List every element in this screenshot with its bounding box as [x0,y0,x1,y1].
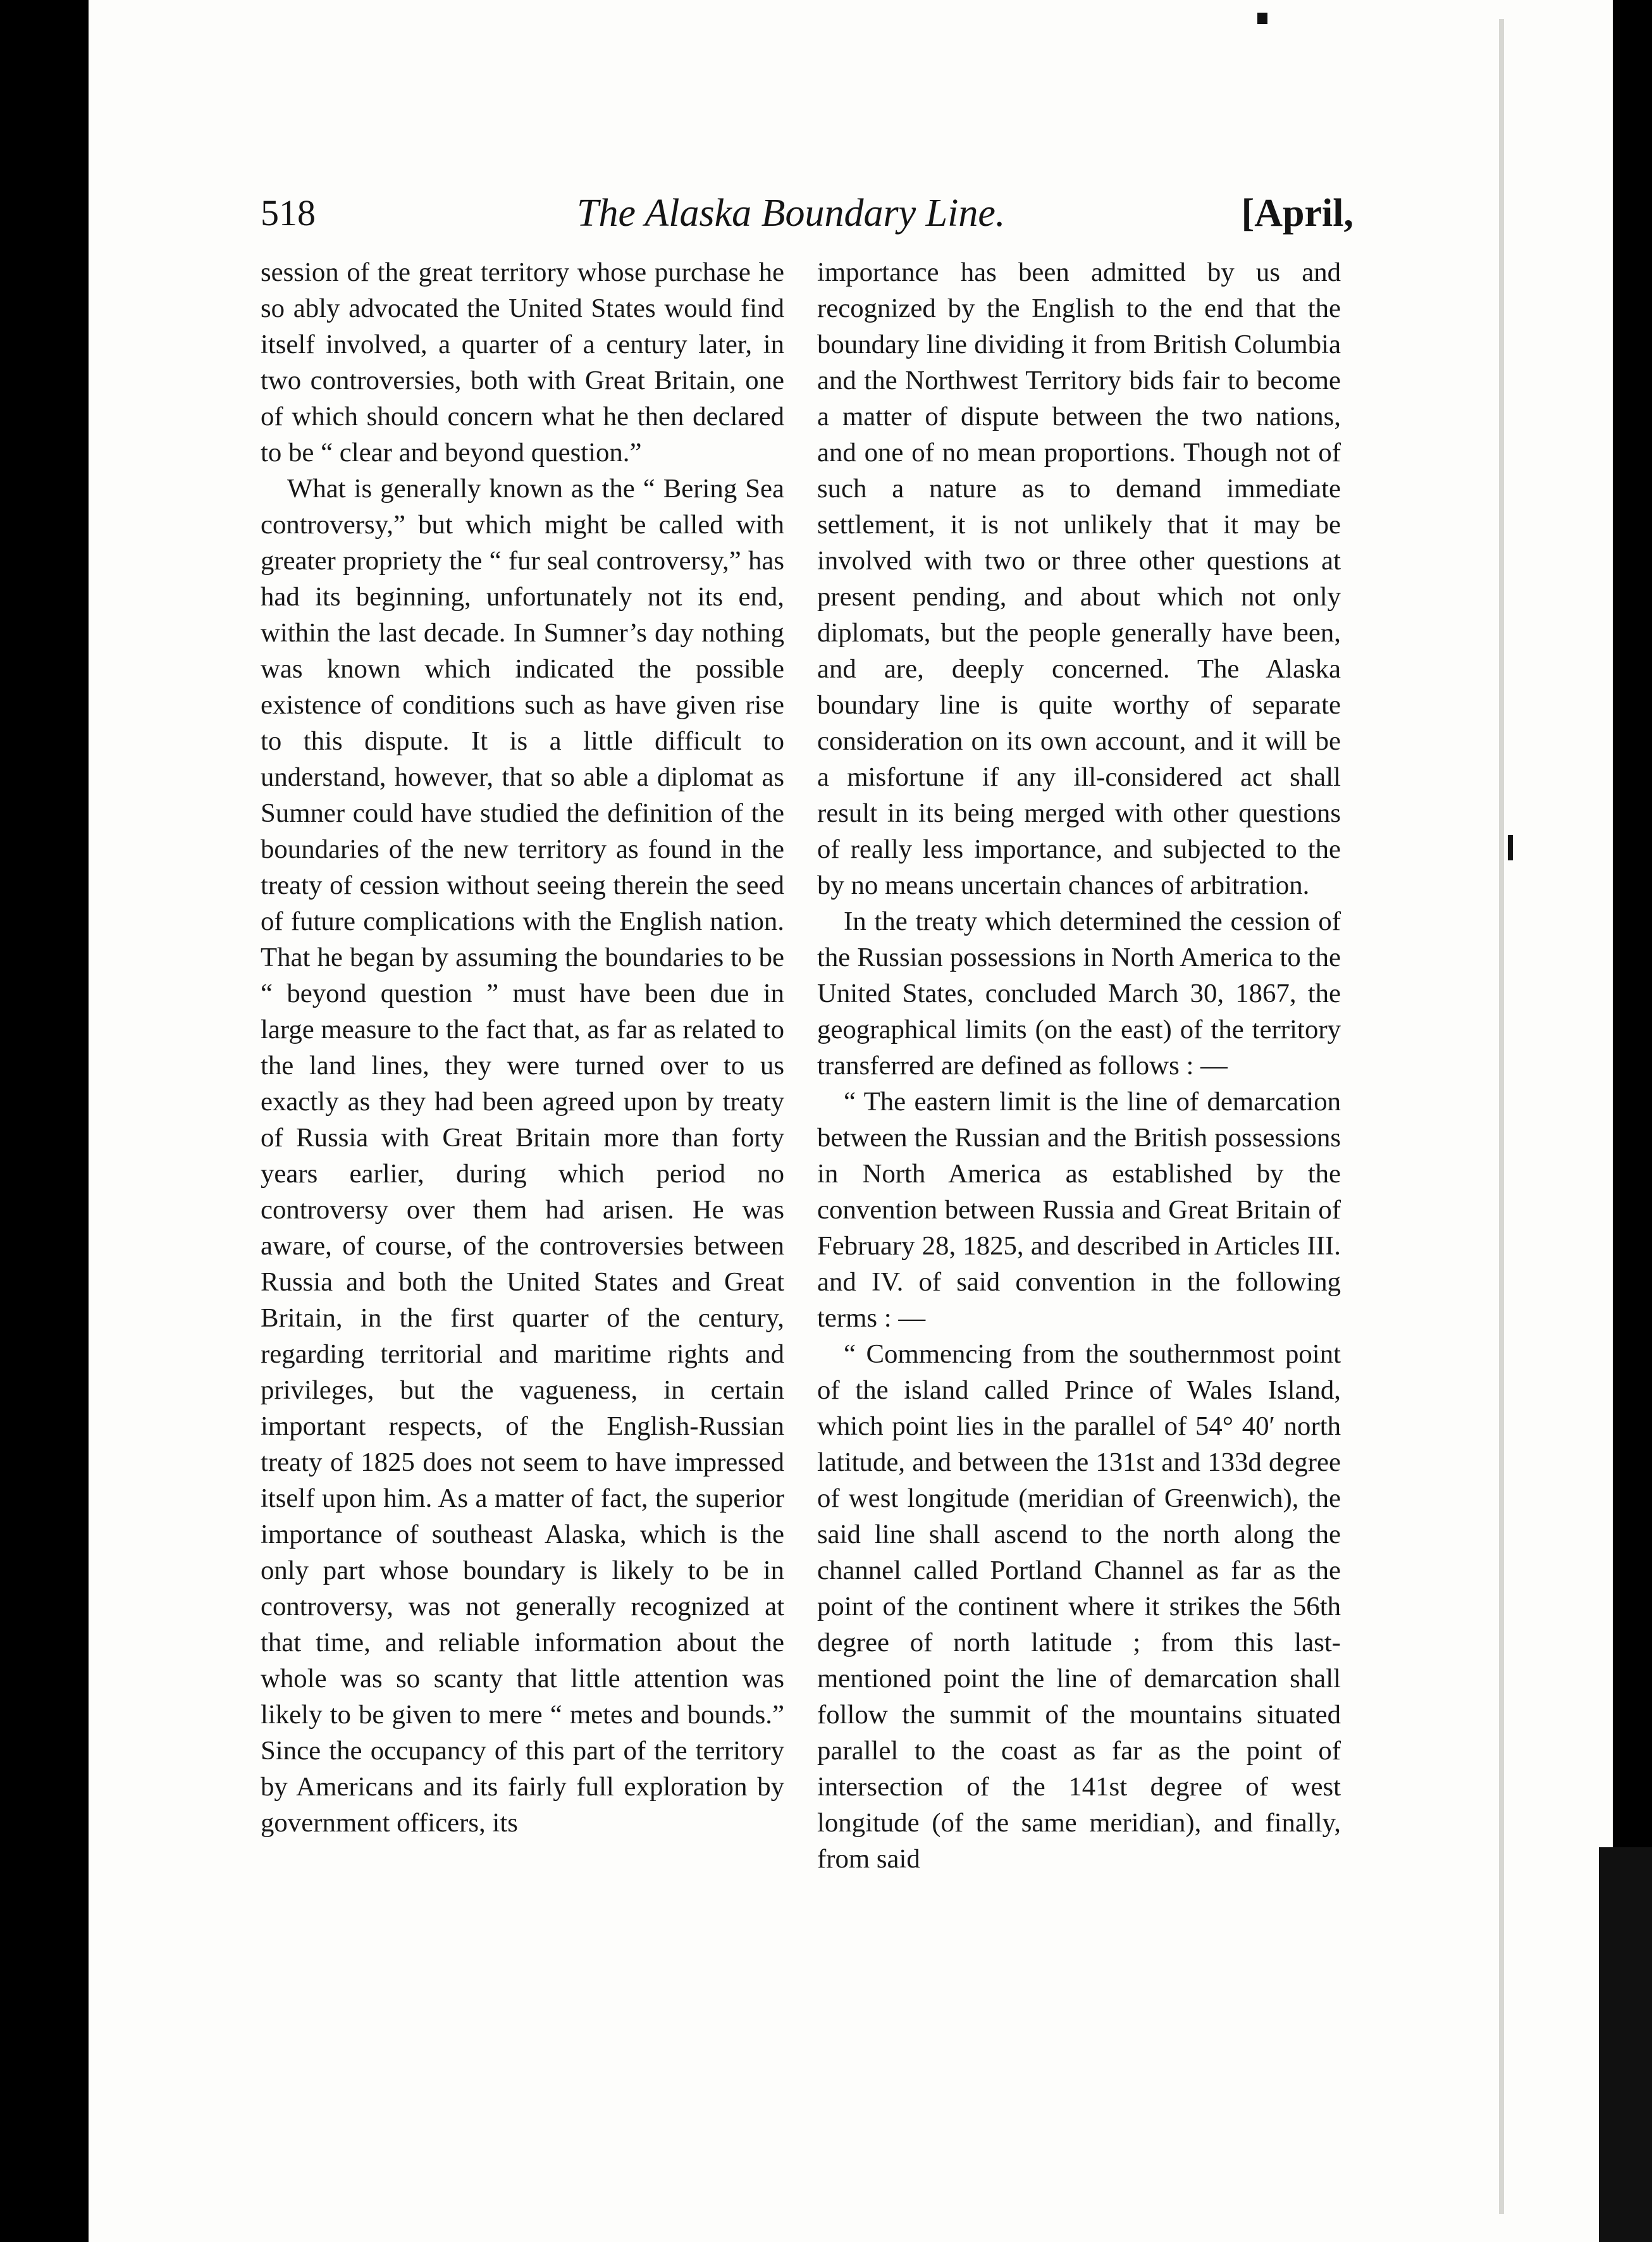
right-paragraph-2: In the treaty which determined the cession of the Russian possessions in North America to the United States, concluded March 30, 1867, the geographical limits (on the east) of the territory transferred are defined as follows : — [817,907,1341,1081]
left-paragraph-1: session of the great territory whose purchase he so ably advocated the United States would find itself involved, a quarter of a century later, in two controversies, both with Great Britain, one of which should concern what he then declared to be “ clear and beyond question.” [261,257,784,468]
page-header [261,185,1353,242]
right-paragraph-1: importance has been admitted by us and recognized by the English to the end that the boundary line dividing it from British Columbia and the Northwest Territory bids fair to become a matter of dispute between the two nations, and one of no mean proportions. Though not of such a nature as to demand immediate settlement, it is not unlikely that it may be involved with two or three other questions at present pending, and about which not only diplomats, but the people generally have been, and are, deeply concerned. The Alaska boundary line is quite worthy of separate consideration on its own account, and it will be a misfortune if any ill-considered act shall result in its being merged with other questions of really less importance, and subjected to the by no means uncertain chances of arbitration. [817,257,1341,900]
right-paragraph-4: “ Commencing from the southernmost point of the island called Prince of Wales Island, which point lies in the parallel of 54° 40′ north latitude, and between the 131st and 133d degree of west longitude (meridian of Greenwich), the said line shall ascend to the north along the channel called Portland Channel as far as the point of the continent where it strikes the 56th degree of north latitude ; from this last-mentioned point the line of demarcation shall follow the summit of the mountains situated parallel to the coast as far as the point of intersection of the 141st degree of west longitude (of the same meridian), and finally, from said [817,1339,1341,1874]
page-number: 518 [261,192,316,233]
right-paragraph-3: “ The eastern limit is the line of demarcation between the Russian and the British possessions in North America as established by the convention between Russia and Great Britain of February 28, 1825, and described in Articles III. and IV. of said convention in the following terms : — [817,1087,1341,1333]
running-title: The Alaska Boundary Line. [577,192,1006,235]
margin-ink-mark [1508,835,1513,860]
right-text-column [817,254,1341,1877]
month-mark: [April, [1241,192,1353,235]
left-paragraph-2: What is generally known as the “ Bering Sea controversy,” but which might be called with greater propriety the “ fur seal controversy,” has had its beginning, unfortunately not its end, within the last decade. In Sumner’s day nothing was known which indicated the possible existence of conditions such as have given rise to this dispute. It is a little difficult to understand, however, that so able a diplomat as Sumner could have studied the definition of the boundaries of the new territory as found in the treaty of cession without seeing therein the seed of future complications with the English nation. That he began by assuming the boundaries to be “ beyond question ” must have been due in large measure to the fact that, as far as related to the land lines, they were turned over to us exactly as they had been agreed upon by treaty of Russia with Great Britain more than forty years earlier, during which period no controversy over them had arisen. He was aware, of course, of the controversies between Russia and both the United States and Great Britain, in the first quarter of the century, regarding territorial and maritime rights and privileges, but the vagueness, in certain important respects, of the English-Russian treaty of 1825 does not seem to have impressed itself upon him. As a matter of fact, the superior importance of southeast Alaska, which is the only part whose boundary is likely to be in controversy, was not generally recognized at that time, and reliable information about the whole was so scanty that little attention was likely to be given to mere “ metes and bounds.” Since the occupancy of this part of the territory by Americans and its fairly full exploration by government officers, its [261,474,784,1838]
corner-ink-mark [1257,13,1267,24]
left-text-column [261,254,784,1841]
lower-right-shadow [1599,1847,1652,2242]
page-fold-edge [1499,19,1504,2214]
